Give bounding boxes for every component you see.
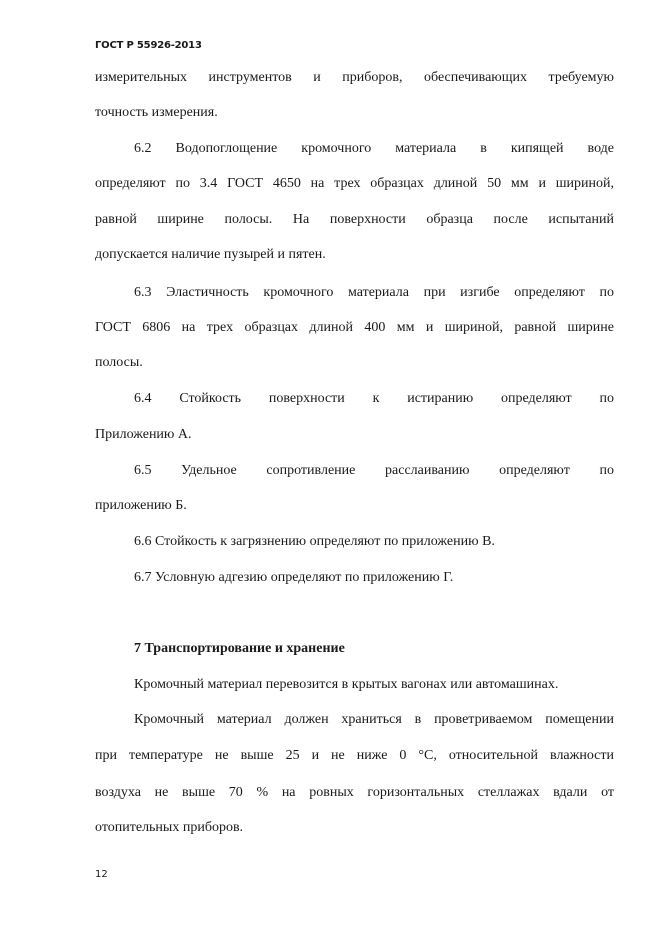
text-line: 6.4 Стойкость поверхности к истиранию определяют по bbox=[134, 391, 614, 406]
section-heading: 7 Транспортирование и хранение bbox=[134, 641, 345, 656]
text-line: 6.2 Водопоглощение кромочного материала в кипящей воде bbox=[134, 141, 614, 156]
text-line: ГОСТ 6806 на трех образцах длиной 400 мм и шириной, равной ширине bbox=[95, 320, 614, 335]
text-line: измерительных инструментов и приборов, обеспечивающих требуемую bbox=[95, 70, 614, 85]
text-line: отопительных приборов. bbox=[95, 820, 244, 835]
text-line: при температуре не выше 25 и не ниже 0 °С, относительной влажности bbox=[95, 748, 614, 763]
text-line: полосы. bbox=[95, 355, 143, 370]
text-line: Приложению А. bbox=[95, 427, 192, 442]
text-line: равной ширине полосы. На поверхности образца после испытаний bbox=[95, 212, 614, 227]
text-line: 6.5 Удельное сопротивление расслаиванию определяют по bbox=[134, 463, 614, 478]
text-line: определяют по 3.4 ГОСТ 4650 на трех образцах длиной 50 мм и шириной, bbox=[95, 176, 614, 191]
page-number: 12 bbox=[95, 869, 108, 880]
text-line: точность измерения. bbox=[95, 105, 218, 120]
text-line: приложению Б. bbox=[95, 498, 187, 513]
text-line: 6.6 Стойкость к загрязнению определяют по приложению В. bbox=[134, 534, 495, 549]
text-line: воздуха не выше 70 % на ровных горизонтальных стеллажах вдали от bbox=[95, 785, 614, 800]
text-line: Кромочный материал перевозится в крытых вагонах или автомашинах. bbox=[134, 677, 559, 692]
text-line: Кромочный материал должен храниться в проветриваемом помещении bbox=[134, 712, 614, 727]
document-header: ГОСТ Р 55926-2013 bbox=[95, 40, 202, 51]
text-line: 6.7 Условную адгезию определяют по приложению Г. bbox=[134, 570, 454, 585]
text-line: допускается наличие пузырей и пятен. bbox=[95, 247, 326, 262]
text-line: 6.3 Эластичность кромочного материала при изгибе определяют по bbox=[134, 285, 614, 300]
